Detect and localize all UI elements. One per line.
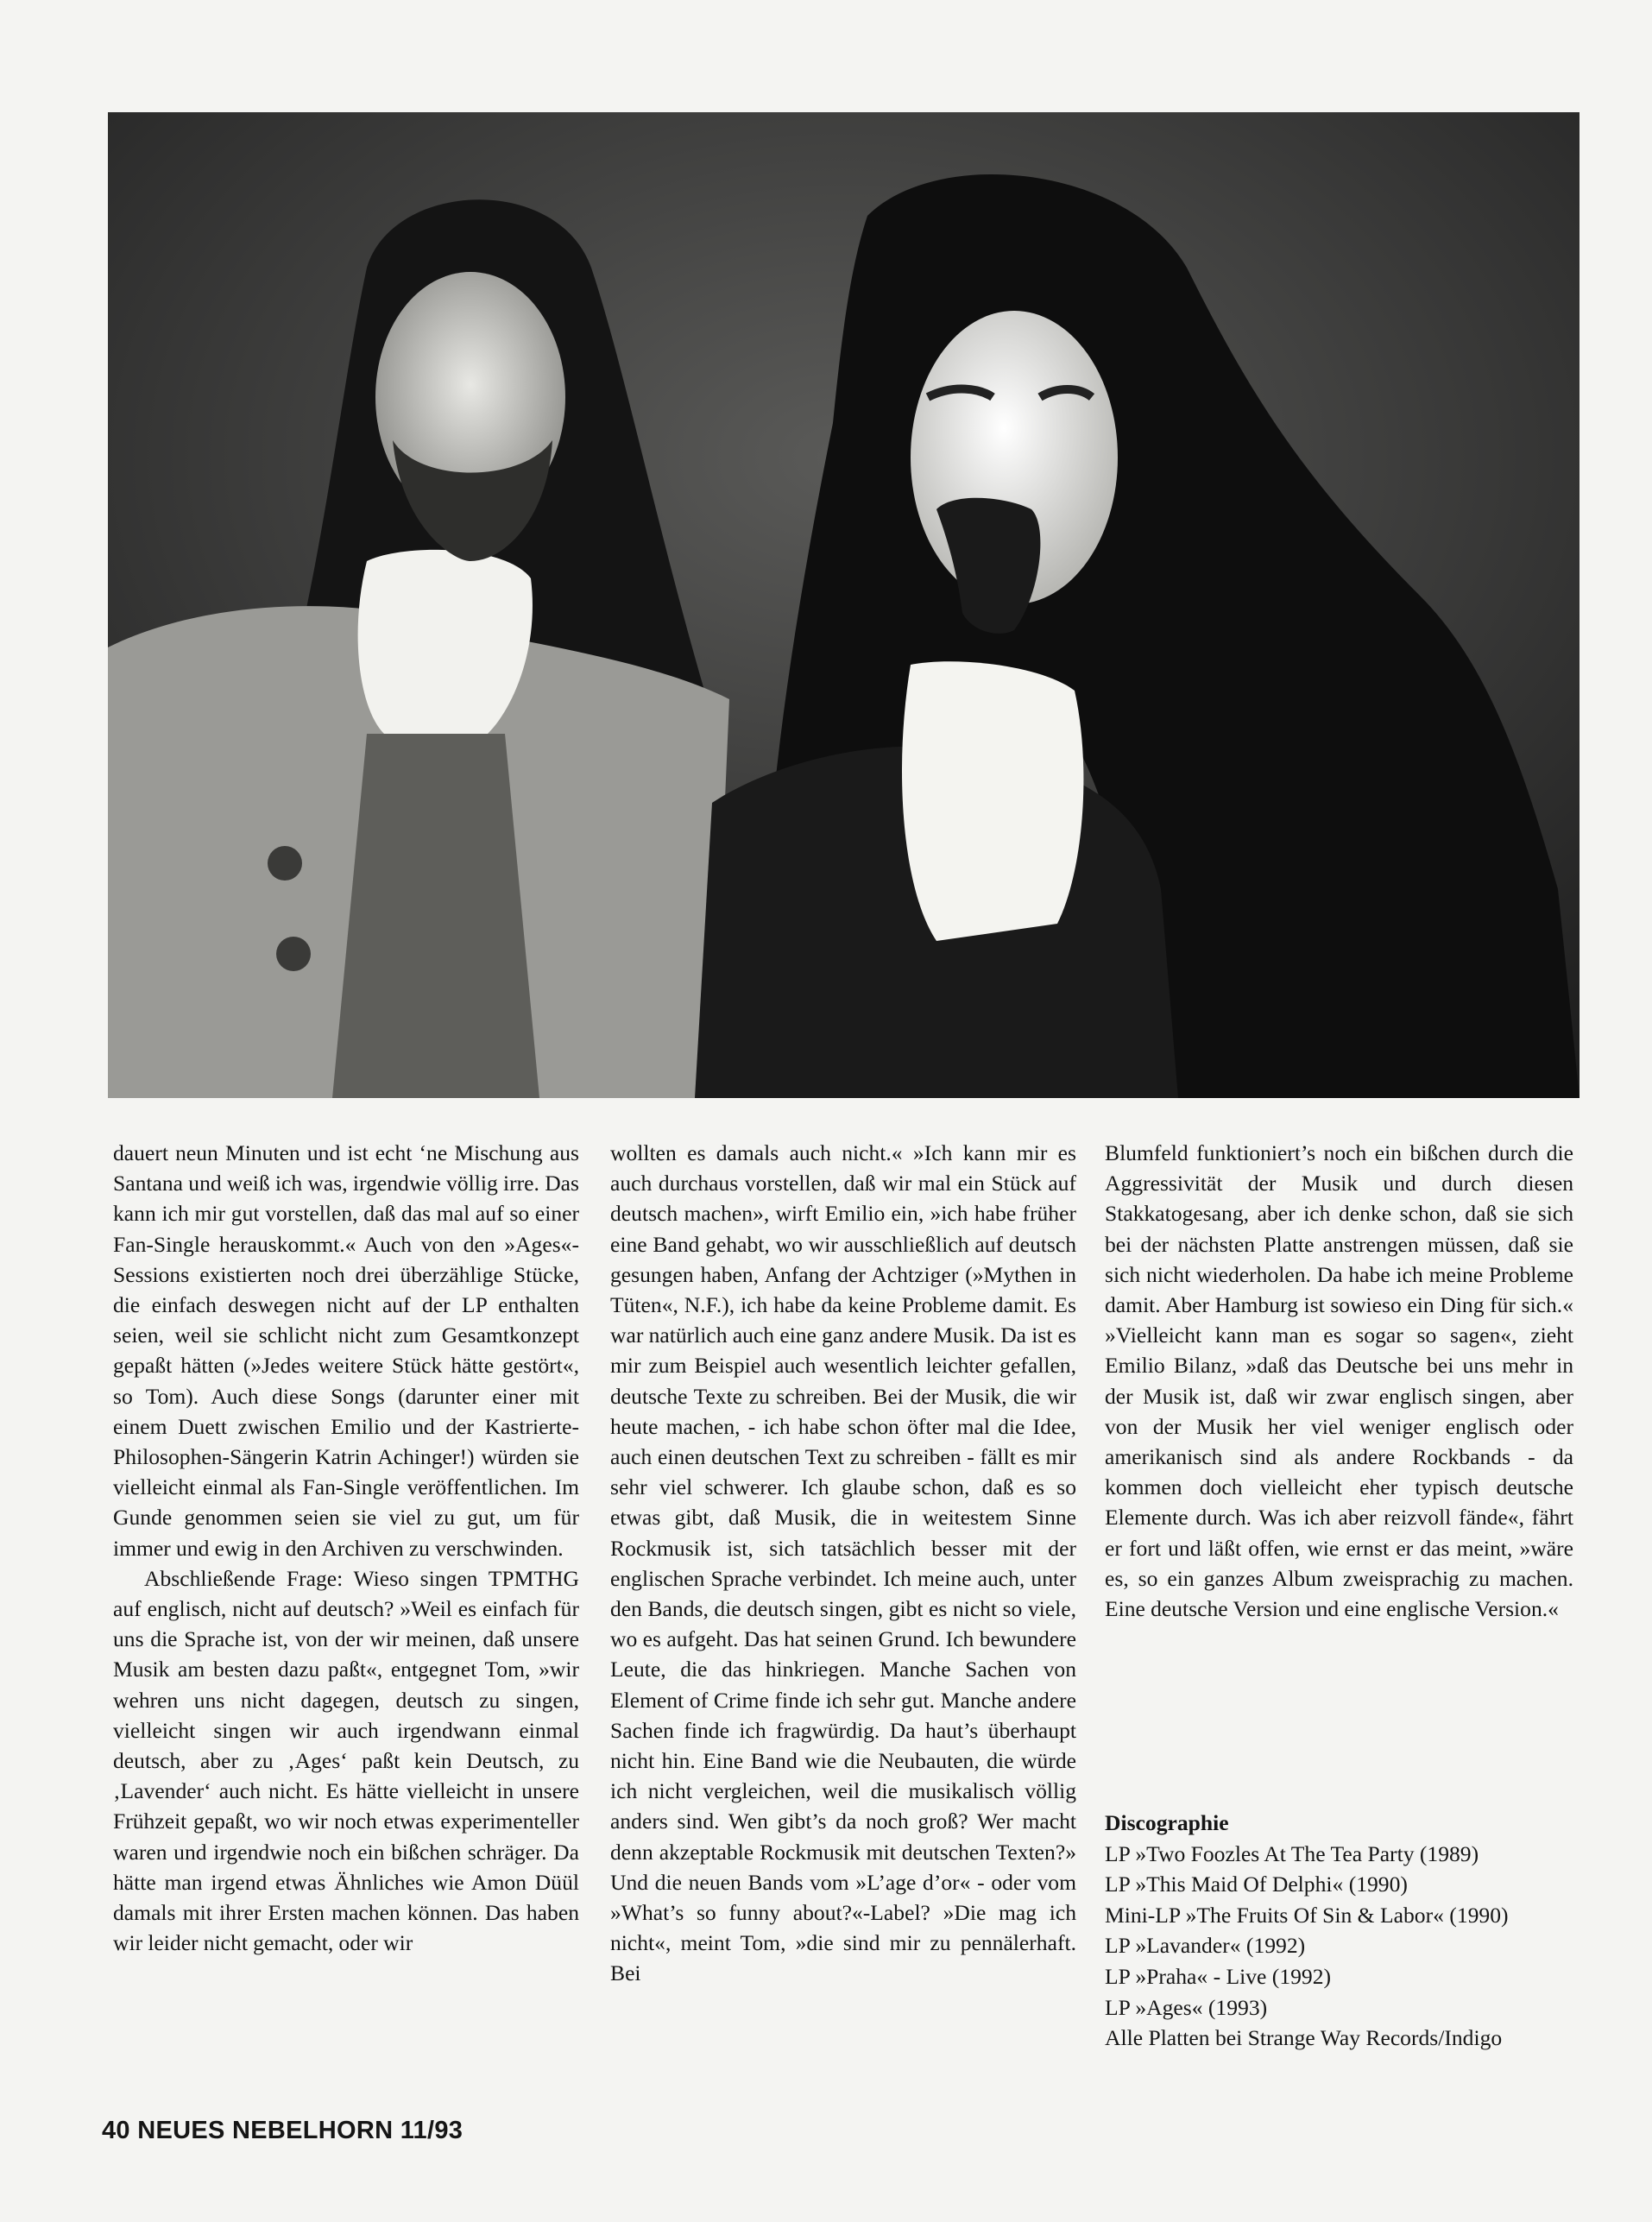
paragraph: wollten es damals auch nicht.« »Ich kann mir es auch durchaus vorstellen, daß wir mal ein Stück auf deutsch machen», wirft Emilio ein, »ich habe früher eine Band gehabt, wo wir ausschließlich auf deutsch gesungen haben, Anfang der Achtziger (»Mythen in Tüten«, N.F.), ich habe da keine Probleme damit. Es war natürlich auch eine ganz andere Musik. Da ist es mir zum Beispiel auch wesentlich leichter gefallen, deutsche Texte zu schreiben. Bei der Musik, die wir heute machen, - ich habe schon öfter mal die Idee, auch einen deutschen Text zu schreiben - fällt es mir sehr viel schwerer. Ich glaube schon, daß es so etwas gibt, daß Musik, die in weitestem Sinne Rockmusik ist, sich tatsächlich besser mit der englischen Sprache verbindet. Ich meine auch, unter den Bands, die deutsch singen, gibt es nicht so viele, wo es aufgeht. Das hat seinen Grund. Ich bewundere Leute, die das hinkriegen. Manche Sachen von Element of Crime finde ich sehr gut. Manche andere Sachen finde ich fragwürdig. Da haut’s überhaupt nicht hin. Eine Band wie die Neubauten, die würde ich nicht vergleichen, weil die musikalisch völlig anders sind. Wen gibt’s da noch groß? Wer macht denn akzeptable Rockmusik mit deutschen Texten?» Und die neuen Bands vom »L’age d’or« - oder vom »What’s so funny about?«-Label? »Die mag ich nicht«, meint Tom, »die sind mir zu pennälerhaft. Bei: [610, 1140, 1076, 1986]
paragraph: Abschließende Frage: Wieso singen TPMTHG auf englisch, nicht auf deutsch? »Weil es einfach für uns die Sprache ist, von der wir meinen, daß unsere Musik am besten dazu paßt«, entgegnet Tom, »wir wehren uns nicht dagegen, deutsch zu singen, vielleicht singen wir auch irgendwann einmal deutsch, aber zu ‚Ages‘ paßt kein Deutsch, zu ‚Lavender‘ auch nicht. Es hätte vielleicht in unsere Frühzeit gepaßt, wo wir noch etwas experimenteller waren und irgendwie noch ein bißchen schräger. Da hätte man irgend etwas Ähnliches wie Amon Düül damals mit ihrer Ersten machen können. Das haben wir leider nicht gemacht, oder wir: [113, 1565, 579, 1956]
article-column-1: [113, 1138, 579, 1958]
list-item: LP »Praha« - Live (1992): [1105, 1963, 1332, 1989]
band-photo: [108, 112, 1579, 1098]
list-item: LP »Lavander« (1992): [1105, 1933, 1306, 1959]
article-column-2: [610, 1138, 1076, 1989]
discography-heading: Discographie: [1105, 1810, 1229, 1835]
list-item: Alle Platten bei Strange Way Records/Indigo: [1105, 2025, 1503, 2051]
paragraph: dauert neun Minuten und ist echt ‘ne Mischung aus Santana und weiß ich was, irgendwie völlig irre. Das kann ich mir gut vorstellen, daß das mal auf so einer Fan-Single herauskommt.« Auch von den »Ages«-Sessions existierten noch drei überzählige Stücke, die einfach deswegen nicht auf der LP enthalten seien, weil sie schlicht nicht zum Gesamtkonzept gepaßt hätten (»Jedes weitere Stück hätte gestört«, so Tom). Auch diese Songs (darunter einer mit einem Duett zwischen Emilio und der Kastrierte-Philosophen-Sängerin Katrin Achinger!) würden sie vielleicht einmal als Fan-Single veröffentlichen. Im Gunde genommen seien sie viel zu gut, um für immer und ewig in den Archiven zu verschwinden.: [113, 1140, 579, 1561]
list-item: LP »This Maid Of Delphi« (1990): [1105, 1872, 1408, 1897]
list-item: LP »Two Foozles At The Tea Party (1989): [1105, 1840, 1479, 1866]
band-portrait-photo-icon: [108, 112, 1579, 1098]
paragraph: Blumfeld funktioniert’s noch ein bißchen durch die Aggressivität der Musik und durch diesen Stakkatogesang, aber ich denke schon, daß sie sich bei der nächsten Platte anstrengen müssen, daß sie sich nicht wiederholen. Da habe ich meine Probleme damit. Aber Hamburg ist sowieso ein Ding für sich.« »Vielleicht kann man es sogar so sagen«, zieht Emilio Bilanz, »daß das Deutsche bei uns mehr in der Musik ist, daß wir zwar englisch singen, aber von der Musik her viel weniger englisch oder amerikanisch sind als andere Rockbands - da kommen doch vielleicht eher typisch deutsche Elemente durch. Was ich aber reizvoll fände«, fährt er fort und läßt offen, wie ernst er das meint, »wäre es, so ein ganzes Album zweisprachig zu machen. Eine deutsche Version und eine englische Version.«: [1105, 1140, 1573, 1622]
discography-box: [1105, 1808, 1588, 2054]
list-item: LP »Ages« (1993): [1105, 1994, 1268, 2020]
list-item: Mini-LP »The Fruits Of Sin & Labor« (1990): [1105, 1902, 1509, 1928]
discography-list: [1105, 1839, 1588, 2054]
article-column-3: [1105, 1138, 1573, 1624]
page-footer: 40 NEUES NEBELHORN 11/93: [102, 2117, 463, 2144]
